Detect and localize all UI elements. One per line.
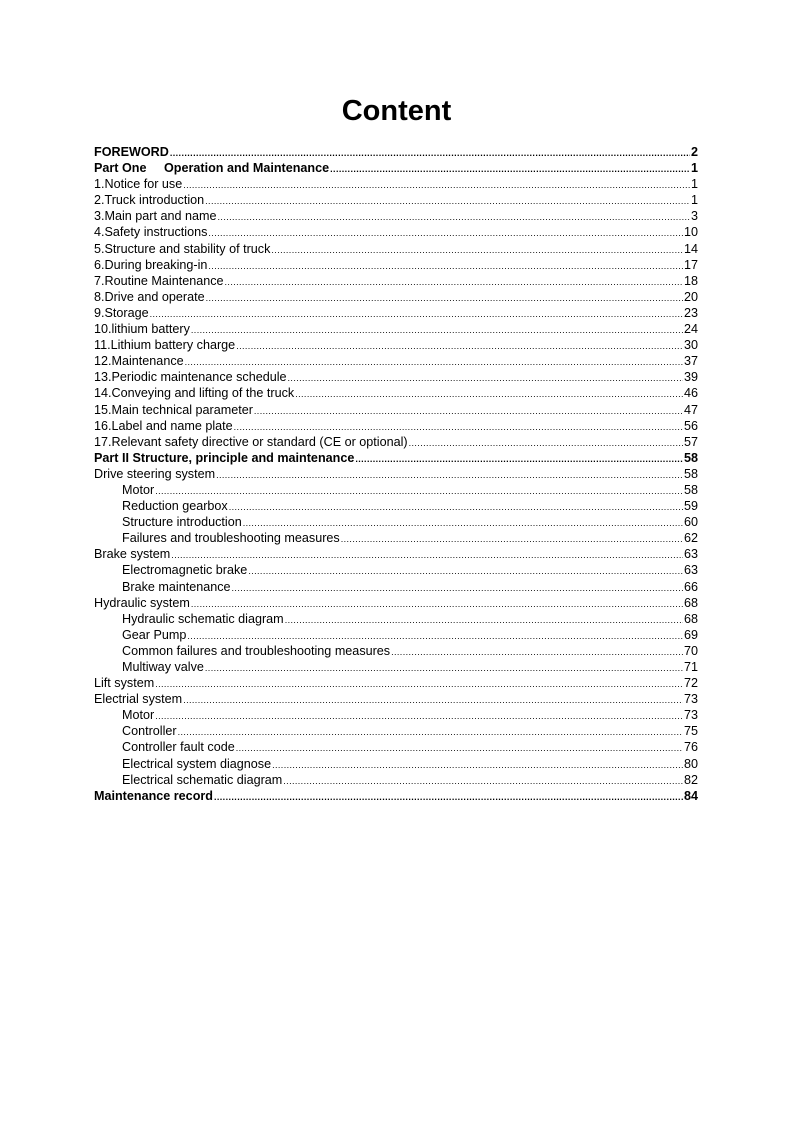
toc-entry[interactable]: [94, 257, 698, 273]
toc-entry-page: 71: [683, 660, 698, 674]
toc-entry[interactable]: [94, 498, 698, 514]
toc-entry[interactable]: [94, 659, 698, 675]
toc-entry[interactable]: [94, 739, 698, 755]
toc-entry-label: Electrial system: [94, 692, 183, 707]
toc-entry[interactable]: [94, 353, 698, 369]
toc-entry-page: 60: [683, 515, 698, 530]
toc-dot-leader: [271, 242, 683, 257]
toc-entry[interactable]: [94, 160, 698, 176]
toc-dot-leader: [254, 403, 683, 418]
toc-entry-label: 4.Safety instructions: [94, 225, 208, 240]
toc-entry-page: 70: [683, 643, 698, 658]
toc-entry-label: 2.Truck introduction: [94, 193, 205, 208]
toc-dot-leader: [155, 676, 683, 691]
toc-entry[interactable]: [94, 595, 698, 611]
toc-entry-page: 69: [683, 627, 698, 642]
toc-entry-label: 1.Notice for use: [94, 177, 183, 192]
toc-entry-label: Brake maintenance: [122, 579, 231, 594]
toc-entry[interactable]: [94, 289, 698, 305]
toc-entry-page: 57: [683, 434, 698, 449]
toc-entry-label: Electromagnetic brake: [122, 563, 248, 578]
toc-entry-page: 73: [683, 692, 698, 707]
toc-dot-leader: [355, 451, 683, 466]
toc-entry-page: 66: [683, 579, 698, 594]
toc-entry[interactable]: [94, 579, 698, 595]
toc-entry-label: Hydraulic schematic diagram: [122, 611, 284, 626]
toc-entry[interactable]: [94, 643, 698, 659]
toc-dot-leader: [191, 322, 683, 337]
toc-entry[interactable]: [94, 562, 698, 578]
toc-entry-label: 9.Storage: [94, 305, 149, 320]
toc-dot-leader: [191, 596, 683, 611]
toc-entry-label: 11.Lithium battery charge: [94, 338, 236, 353]
table-of-contents: [94, 144, 698, 804]
toc-entry-page: 18: [683, 273, 698, 288]
toc-entry-label: 7.Routine Maintenance: [94, 273, 224, 288]
toc-dot-leader: [330, 161, 690, 176]
toc-entry[interactable]: [94, 611, 698, 627]
toc-entry-page: 68: [683, 611, 698, 626]
toc-entry-label: Common failures and troubleshooting measures: [122, 643, 391, 658]
toc-entry[interactable]: [94, 482, 698, 498]
toc-entry[interactable]: [94, 224, 698, 240]
toc-entry-label: 15.Main technical parameter: [94, 402, 253, 417]
toc-dot-leader: [178, 724, 683, 739]
toc-entry[interactable]: [94, 434, 698, 450]
toc-entry[interactable]: [94, 530, 698, 546]
toc-entry[interactable]: [94, 627, 698, 643]
toc-entry[interactable]: [94, 514, 698, 530]
toc-entry[interactable]: [94, 369, 698, 385]
toc-dot-leader: [150, 306, 683, 321]
toc-entry-page: 1: [690, 177, 698, 192]
toc-dot-leader: [208, 225, 683, 240]
toc-entry-page: 2: [690, 145, 698, 159]
toc-dot-leader: [170, 145, 690, 160]
toc-entry-page: 23: [683, 305, 698, 320]
toc-entry-label: Maintenance record: [94, 788, 213, 803]
toc-entry[interactable]: [94, 402, 698, 418]
toc-entry[interactable]: [94, 385, 698, 401]
toc-entry-page: 30: [683, 338, 698, 353]
toc-dot-leader: [232, 580, 683, 595]
toc-dot-leader: [409, 435, 683, 450]
toc-entry[interactable]: [94, 546, 698, 562]
toc-entry-page: 3: [690, 209, 698, 224]
toc-dot-leader: [183, 692, 683, 707]
toc-entry[interactable]: [94, 450, 698, 466]
toc-entry-label: 5.Structure and stability of truck: [94, 241, 271, 256]
toc-entry-label: Part II Structure, principle and maintenance: [94, 450, 355, 465]
toc-entry-label: Drive steering system: [94, 466, 216, 481]
toc-entry-label: 13.Periodic maintenance schedule: [94, 370, 287, 385]
toc-entry-page: 84: [683, 788, 698, 803]
toc-entry-page: 63: [683, 563, 698, 578]
toc-entry-label: Controller: [122, 724, 177, 739]
toc-entry-page: 46: [683, 386, 698, 401]
toc-entry-page: 76: [683, 740, 698, 755]
toc-entry-label: Multiway valve: [122, 660, 204, 674]
toc-entry-page: 82: [683, 772, 698, 787]
toc-dot-leader: [208, 258, 683, 273]
toc-entry-page: 68: [683, 595, 698, 610]
toc-dot-leader: [155, 708, 683, 723]
toc-dot-leader: [214, 789, 683, 804]
toc-entry-label: 17.Relevant safety directive or standard (CE or optional): [94, 434, 408, 449]
toc-entry-label: Structure introduction: [122, 515, 242, 530]
toc-entry[interactable]: [94, 723, 698, 739]
toc-entry-label: Controller fault code: [122, 740, 235, 755]
toc-dot-leader: [341, 531, 683, 546]
toc-dot-leader: [218, 209, 690, 224]
toc-entry-page: 62: [683, 531, 698, 546]
toc-entry-label: 3.Main part and name: [94, 209, 217, 224]
toc-entry-page: 58: [683, 466, 698, 481]
toc-entry-page: 39: [683, 370, 698, 385]
toc-entry-label: Failures and troubleshooting measures: [122, 531, 340, 546]
toc-dot-leader: [234, 419, 683, 434]
toc-entry-page: 17: [683, 257, 698, 272]
toc-dot-leader: [283, 773, 683, 788]
toc-entry[interactable]: [94, 176, 698, 192]
toc-entry-label: Gear Pump: [122, 627, 187, 642]
toc-dot-leader: [185, 354, 683, 369]
toc-dot-leader: [236, 338, 683, 353]
toc-entry-label: Reduction gearbox: [122, 499, 228, 514]
toc-entry[interactable]: [94, 273, 698, 289]
toc-entry-label: Lift system: [94, 676, 155, 691]
toc-entry-page: 80: [683, 756, 698, 771]
toc-entry[interactable]: [94, 321, 698, 337]
toc-dot-leader: [288, 370, 683, 385]
toc-entry[interactable]: [94, 241, 698, 257]
toc-dot-leader: [236, 740, 683, 755]
toc-entry[interactable]: [94, 788, 698, 804]
toc-dot-leader: [171, 547, 683, 562]
toc-entry-page: 58: [683, 450, 698, 465]
toc-entry[interactable]: [94, 418, 698, 434]
toc-entry-page: 20: [683, 289, 698, 304]
toc-entry-label: FOREWORD: [94, 145, 169, 159]
toc-dot-leader: [187, 628, 683, 643]
toc-entry-page: 59: [683, 499, 698, 514]
toc-entry-label: Brake system: [94, 547, 171, 562]
toc-entry-label: Motor: [122, 482, 155, 497]
toc-entry-label: Hydraulic system: [94, 595, 190, 610]
toc-entry-page: 56: [683, 418, 698, 433]
toc-entry-label: 8.Drive and operate: [94, 289, 205, 304]
toc-dot-leader: [206, 290, 683, 305]
toc-entry-page: 72: [683, 676, 698, 691]
toc-entry[interactable]: [94, 208, 698, 224]
toc-dot-leader: [295, 386, 683, 401]
toc-dot-leader: [243, 515, 683, 530]
toc-entry-page: 14: [683, 241, 698, 256]
toc-entry[interactable]: [94, 675, 698, 691]
toc-dot-leader: [225, 274, 683, 289]
toc-entry[interactable]: [94, 707, 698, 723]
toc-entry-label: Electrical system diagnose: [122, 756, 272, 771]
toc-entry[interactable]: [94, 756, 698, 772]
toc-entry-label: Part One Operation and Maintenance: [94, 161, 330, 176]
toc-dot-leader: [155, 483, 683, 498]
toc-entry-page: 1: [690, 193, 698, 208]
toc-entry-page: 63: [683, 547, 698, 562]
toc-entry-page: 75: [683, 724, 698, 739]
toc-entry[interactable]: [94, 337, 698, 353]
toc-entry-page: 73: [683, 708, 698, 723]
toc-dot-leader: [285, 612, 683, 627]
toc-entry-page: 1: [690, 161, 698, 176]
toc-entry-label: 16.Label and name plate: [94, 418, 233, 433]
toc-entry-label: Motor: [122, 708, 155, 723]
toc-dot-leader: [229, 499, 683, 514]
toc-entry-label: 12.Maintenance: [94, 354, 184, 369]
toc-entry[interactable]: [94, 305, 698, 321]
toc-entry-page: 37: [683, 354, 698, 369]
toc-dot-leader: [391, 644, 683, 659]
page-title: Content: [341, 95, 452, 127]
toc-dot-leader: [248, 563, 683, 578]
toc-entry-label: 10.lithium battery: [94, 322, 190, 337]
toc-entry[interactable]: [94, 144, 698, 160]
toc-dot-leader: [183, 177, 690, 192]
toc-entry-page: 10: [683, 225, 698, 240]
toc-entry[interactable]: [94, 772, 698, 788]
toc-dot-leader: [205, 660, 683, 675]
toc-dot-leader: [205, 193, 690, 208]
toc-entry[interactable]: [94, 691, 698, 707]
toc-entry-page: 58: [683, 482, 698, 497]
toc-dot-leader: [216, 467, 683, 482]
toc-entry-label: 14.Conveying and lifting of the truck: [94, 386, 295, 401]
toc-entry-label: 6.During breaking-in: [94, 257, 208, 272]
toc-entry[interactable]: [94, 192, 698, 208]
toc-entry-page: 47: [683, 402, 698, 417]
toc-entry[interactable]: [94, 466, 698, 482]
toc-dot-leader: [272, 757, 683, 772]
toc-entry-label: Electrical schematic diagram: [122, 772, 283, 787]
toc-entry-page: 24: [683, 322, 698, 337]
